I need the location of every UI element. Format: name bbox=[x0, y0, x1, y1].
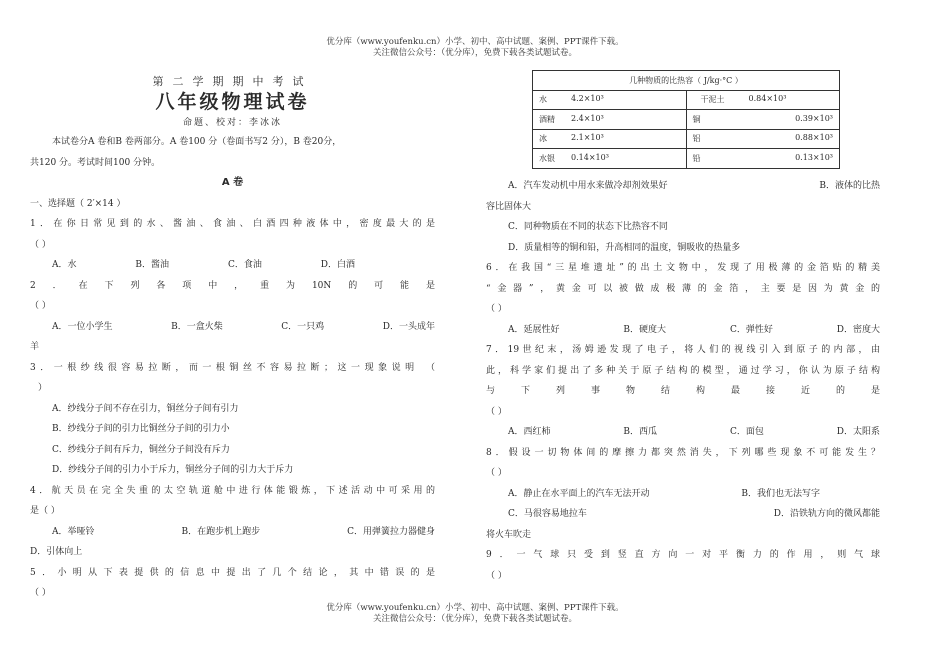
q3-option-a: A．纱线分子间不存在引力，铜丝分子间有引力 bbox=[52, 403, 239, 414]
q4-option-a: A．举哑铃 bbox=[52, 526, 95, 537]
q6-option-d: D．密度大 bbox=[836, 324, 880, 335]
q7-stem-3: 与下列事物结构最接近的是 bbox=[486, 386, 880, 396]
q7-option-b: B．西瓜 bbox=[623, 427, 658, 437]
q2-wrap: 羊 bbox=[30, 342, 40, 352]
intro-line-2: 共120 分。考试时间100 分钟。 bbox=[30, 157, 161, 168]
q6-paren: （ ） bbox=[486, 304, 507, 314]
q3-option-b: B．纱线分子间的引力比铜丝分子间的引力小 bbox=[52, 424, 230, 434]
q2-option-c: C．一只鸡 bbox=[281, 321, 325, 332]
q7-option-a: A．西红柿 bbox=[508, 427, 551, 437]
q9-paren: （ ） bbox=[486, 570, 507, 581]
q8-option-a: A．静止在水平面上的汽车无法开动 bbox=[508, 488, 650, 499]
part-heading: 一、选择题（ 2′×14 ） bbox=[30, 198, 126, 209]
cell-name: 铜 bbox=[692, 114, 701, 124]
q8-option-c: C．马很容易地拉车 bbox=[508, 509, 587, 519]
cell-name: 冰 bbox=[539, 134, 547, 144]
cell-value: 2.1×10³ bbox=[571, 133, 604, 143]
q1-option-b: B．酱油 bbox=[135, 260, 170, 270]
footer-line-2: 关注微信公众号：（优分库），免费下载各类试题试卷。 bbox=[372, 614, 577, 624]
q8-paren: （ ） bbox=[486, 468, 507, 478]
q5-option-a: A．汽车发动机中用水来做冷却剂效果好 bbox=[508, 181, 668, 191]
page-header bbox=[0, 37, 950, 59]
q4-paren: 是（ ） bbox=[30, 506, 60, 516]
q8-wrap: 将火车吹走 bbox=[486, 529, 532, 540]
q7-stem-2: 此，科学家们提出了多种关于原子结构的模型，通过学习，你认为原子结构 bbox=[486, 365, 880, 376]
cell-value: 4.2×10³ bbox=[571, 94, 604, 104]
q8-option-d: D．沿铁轨方向的微风都能 bbox=[773, 509, 880, 519]
cell-value: 0.14×10³ bbox=[571, 152, 609, 162]
q5-stem: 5．小明从下表提供的信息中提出了几个结论，其中错误的是 bbox=[30, 567, 435, 578]
q4-option-c: C．用弹簧拉力器健身 bbox=[347, 526, 435, 537]
cell-name: 干泥土 bbox=[700, 95, 725, 105]
q8-option-b: B．我们也无法写字 bbox=[741, 488, 820, 499]
q6-options bbox=[486, 320, 880, 341]
table-row bbox=[533, 110, 840, 130]
q1-options bbox=[30, 255, 435, 276]
q2-option-b: B．一盒火柴 bbox=[171, 321, 223, 332]
header-line-2: 关注微信公众号：（优分库），免费下载各类试题试卷。 bbox=[372, 48, 577, 58]
intro-line-1: 本试卷分A 卷和B 卷两部分。A 卷100 分（卷面书写2 分），B 卷20分， bbox=[52, 137, 342, 147]
cell-name: 铝 bbox=[692, 134, 701, 144]
q7-option-d: D．太阳系 bbox=[836, 427, 880, 437]
q3-stem: 3．一根纱线很容易拉断，而一根铜丝不容易拉断；这一现象说明 （ bbox=[30, 362, 435, 373]
q1-stem: 1．在你日常见到的水、酱油、食油、白酒四种液体中，密度最大的是 bbox=[30, 219, 435, 229]
q4-wrap: D．引体向上 bbox=[30, 547, 83, 557]
q6-option-b: B．硬度大 bbox=[623, 324, 667, 335]
q8-stem: 8．假设一切物体间的摩擦力都突然消失，下列哪些现象不可能发生？ bbox=[486, 447, 880, 458]
page-footer bbox=[0, 603, 950, 625]
footer-line-1: 优分库（www.youfenku.cn）小学、初中、高中试题、案例、PPT课件下载。 bbox=[326, 603, 624, 613]
q5-option-d: D．质量相等的铜和铅，升高相同的温度，铜吸收的热量多 bbox=[508, 242, 741, 253]
table-caption: 几种物质的比热容（ J/kg·°C ） bbox=[533, 71, 840, 91]
table-row bbox=[533, 129, 840, 149]
exam-title: 八年级物理试卷 bbox=[155, 91, 310, 113]
cell-name: 铅 bbox=[692, 153, 701, 163]
q6-option-c: C．弹性好 bbox=[729, 324, 773, 335]
cell-name: 水 bbox=[539, 95, 547, 105]
section-heading: A 卷 bbox=[221, 177, 244, 188]
q4-option-b: B．在跑步机上跑步 bbox=[181, 526, 261, 537]
q5-option-c: C．同种物质在不同的状态下比热容不同 bbox=[508, 222, 668, 232]
q4-stem: 4．航天员在完全失重的太空轨道舱中进行体能锻炼，下述活动中可采用的 bbox=[30, 485, 435, 496]
exam-subtitle: 第二学期期中考试 bbox=[152, 75, 313, 88]
cell-name: 水银 bbox=[539, 153, 555, 163]
q3-paren: ） bbox=[38, 383, 48, 393]
q5-option-b-wrap: 容比固体大 bbox=[486, 201, 532, 212]
cell-value: 0.84×10³ bbox=[748, 94, 787, 104]
right-column bbox=[486, 176, 880, 586]
q5-option-b: B．液体的比热 bbox=[819, 181, 880, 191]
q6-option-a: A．延展性好 bbox=[508, 324, 560, 335]
cell-value: 0.39×10³ bbox=[795, 113, 833, 123]
cell-value: 0.13×10³ bbox=[795, 152, 833, 162]
specific-heat-table bbox=[532, 70, 840, 169]
q1-option-a: A．水 bbox=[52, 260, 77, 270]
q2-paren: （ ） bbox=[30, 301, 51, 311]
q8-options-cd bbox=[486, 504, 880, 525]
q1-option-d: D．白酒 bbox=[320, 260, 355, 270]
left-column bbox=[30, 74, 435, 604]
q2-stem: 2．在下列各项中，重为10N的可能是 bbox=[30, 280, 435, 291]
q4-options bbox=[30, 522, 435, 543]
q1-option-c: C．食油 bbox=[227, 260, 262, 270]
cell-value: 0.88×10³ bbox=[795, 133, 833, 143]
q2-option-a: A．一位小学生 bbox=[52, 321, 113, 332]
q7-option-c: C．面包 bbox=[729, 427, 764, 437]
q3-option-d: D．纱线分子间的引力小于斥力，铜丝分子间的引力大于斥力 bbox=[52, 465, 294, 475]
header-line-1: 优分库（www.youfenku.cn）小学、初中、高中试题、案例、PPT课件下载。 bbox=[326, 37, 624, 47]
q2-options bbox=[30, 317, 435, 338]
q7-options bbox=[486, 422, 880, 443]
q6-stem-1: 6．在我国“三星堆遗址”的出土文物中，发现了用极薄的金箔贴的精美 bbox=[486, 263, 880, 273]
q9-stem: 9．一气球只受到竖直方向一对平衡力的作用，则气球 bbox=[486, 550, 880, 560]
table-row bbox=[533, 149, 840, 169]
q7-paren: （ ） bbox=[486, 406, 507, 417]
q6-stem-2: “金器”，黄金可以被做成极薄的金箔，主要是因为黄金的 bbox=[486, 283, 880, 294]
cell-name: 酒精 bbox=[539, 114, 555, 124]
q8-options-ab bbox=[486, 484, 880, 505]
q7-stem-1: 7．19世纪末，汤姆逊发现了电子，将人们的视线引入到原子的内部，由 bbox=[486, 345, 880, 355]
q2-option-d: D．一头成年 bbox=[382, 321, 435, 332]
q1-paren: （ ） bbox=[30, 239, 51, 250]
table-row bbox=[533, 90, 840, 110]
cell-value: 2.4×10³ bbox=[571, 113, 604, 123]
q5-options-ab bbox=[486, 176, 880, 197]
q3-option-c: C．纱线分子间有斥力，铜丝分子间没有斥力 bbox=[52, 444, 230, 455]
exam-authors: 命题、校对：李冰冰 bbox=[182, 118, 282, 128]
q5-paren: （ ） bbox=[30, 588, 51, 598]
